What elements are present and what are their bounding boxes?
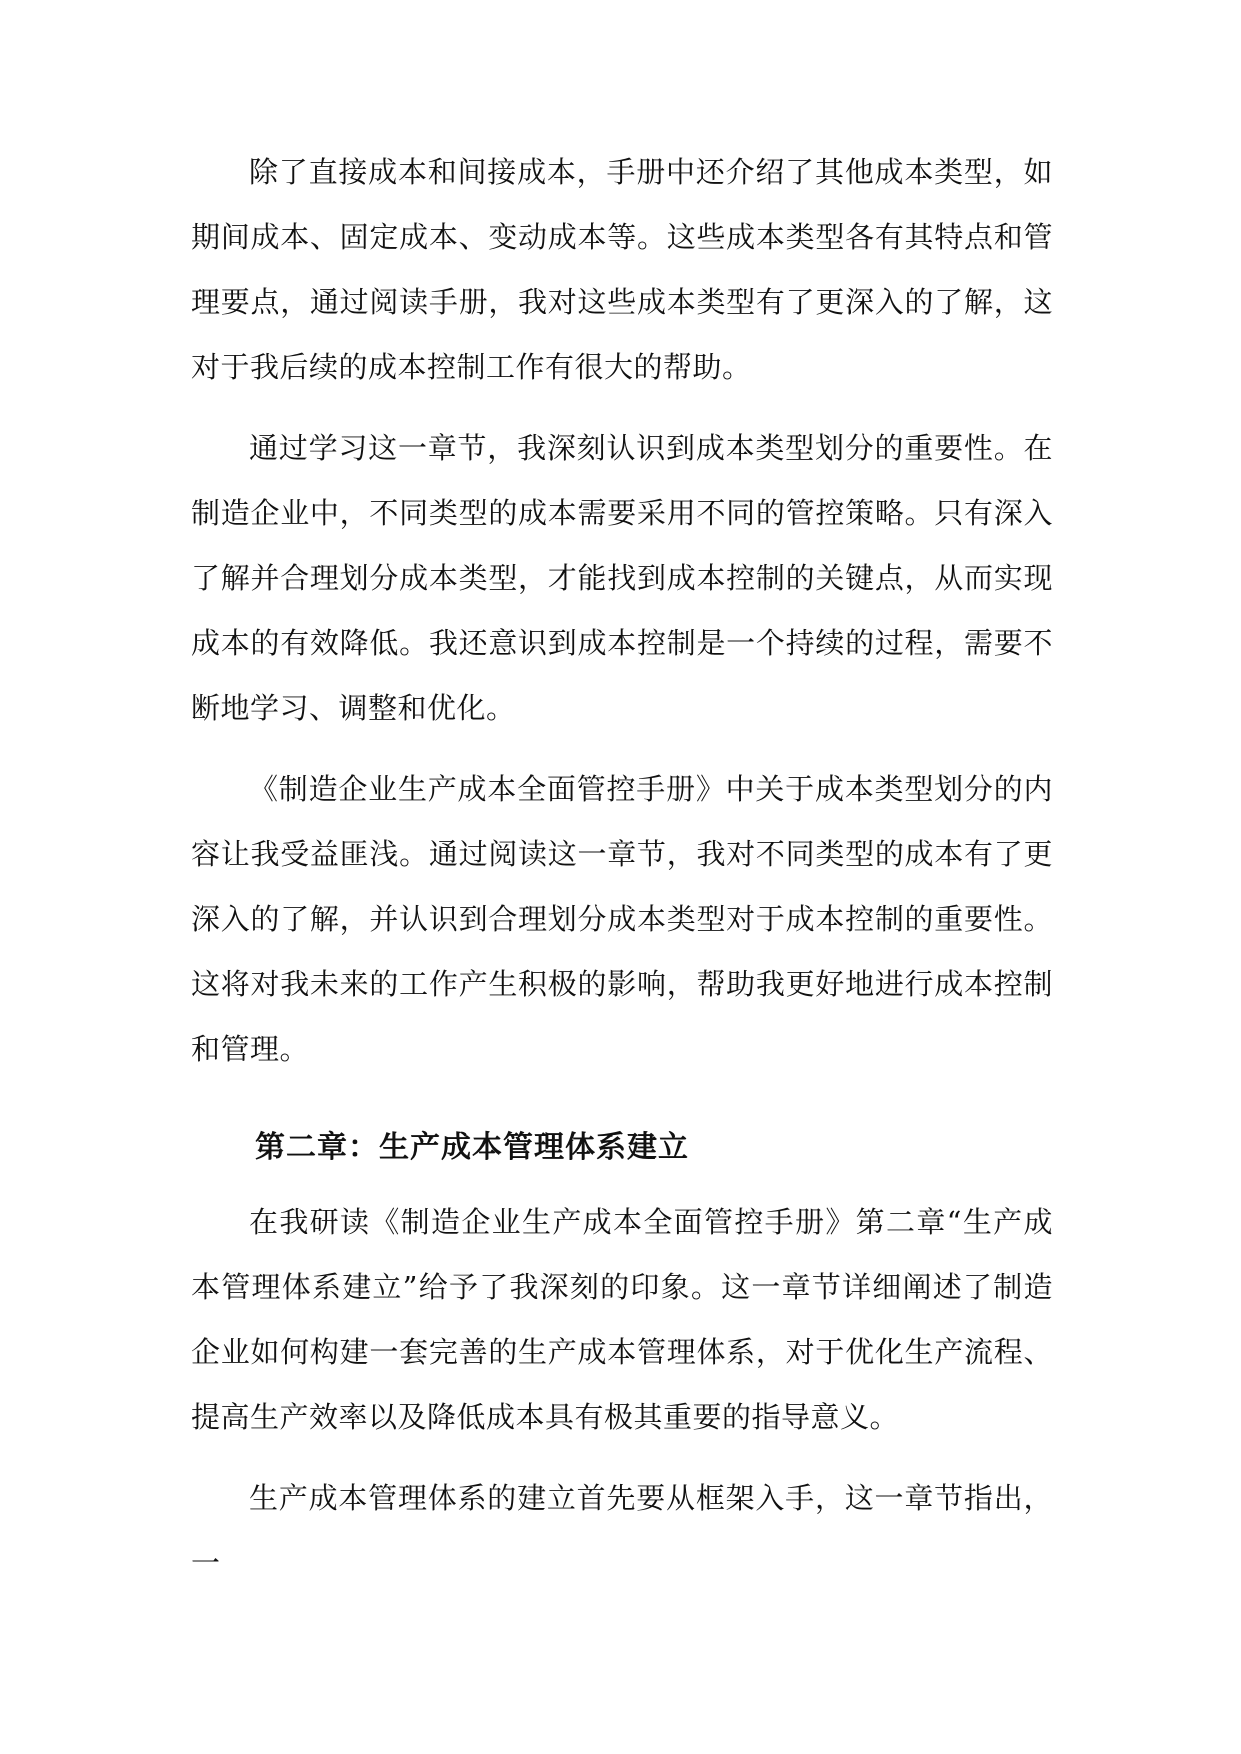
chapter-heading: 第二章：生产成本管理体系建立: [255, 1130, 689, 1165]
paragraph-importance-of-classification: 通过学习这一章节，我深刻认识到成本类型划分的重要性。在制造企业中，不同类型的成本需要采用不同的管控策略。只有深入了解并合理划分成本类型，才能找到成本控制的关键点，从而实现成本的有效降低。我还意识到成本控制是一个持续的过程，需要不断地学习、调整和优化。: [191, 431, 1053, 725]
paragraph-chapter-two-intro: 在我研读《制造企业生产成本全面管控手册》第二章“生产成本管理体系建立”给予了我深刻的印象。这一章节详细阐述了制造企业如何构建一套完善的生产成本管理体系，对于优化生产流程、提高生产效率以及降低成本具有极其重要的指导意义。: [191, 1205, 1053, 1434]
paragraph-manual-benefit: 《制造企业生产成本全面管控手册》中关于成本类型划分的内容让我受益匪浅。通过阅读这一章节，我对不同类型的成本有了更深入的了解，并认识到合理划分成本类型对于成本控制的重要性。这将对我未来的工作产生积极的影响，帮助我更好地进行成本控制和管理。: [191, 772, 1053, 1066]
paragraph-other-cost-types: 除了直接成本和间接成本，手册中还介绍了其他成本类型，如期间成本、固定成本、变动成本等。这些成本类型各有其特点和管理要点，通过阅读手册，我对这些成本类型有了更深入的了解，这对于我后续的成本控制工作有很大的帮助。: [191, 155, 1053, 384]
document-body: [191, 140, 1053, 1612]
paragraph-framework-start: 生产成本管理体系的建立首先要从框架入手，这一章节指出，一: [191, 1481, 1053, 1580]
